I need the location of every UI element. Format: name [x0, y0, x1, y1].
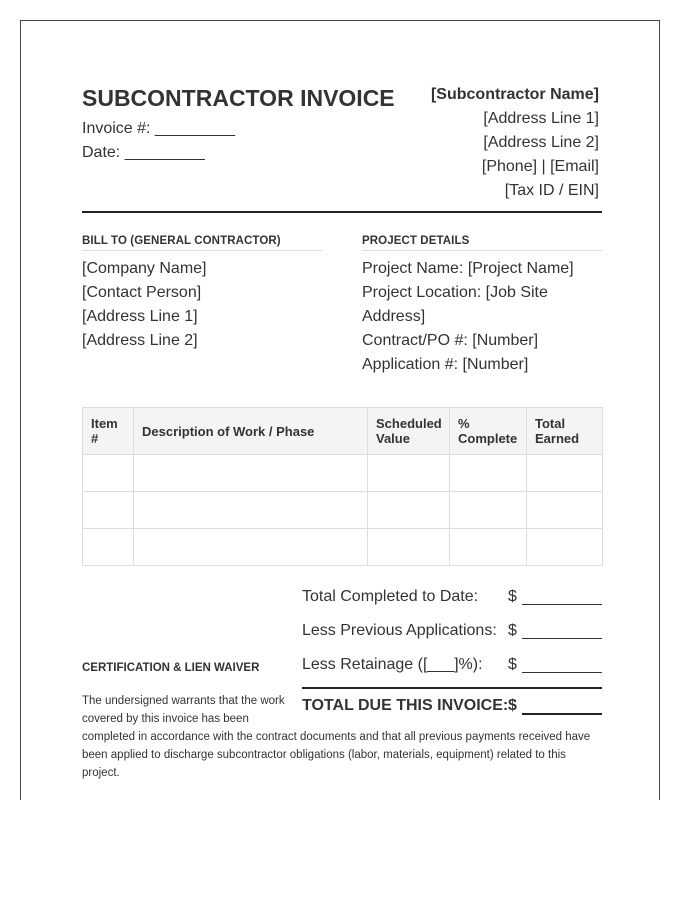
col-description-header: Description of Work / Phase	[134, 408, 368, 455]
table-row	[83, 492, 603, 529]
retainage-row	[302, 656, 602, 676]
bill-to-contact: [Contact Person]	[82, 284, 202, 301]
invoice-page	[20, 20, 660, 800]
retainage-blank[interactable]	[522, 656, 602, 673]
previous-applications-label: Less Previous Applications:	[302, 622, 497, 639]
subcontractor-contact: [Phone] | [Email]	[481, 158, 599, 175]
certification-text	[82, 692, 602, 782]
table-cell[interactable]	[450, 492, 527, 529]
table-cell[interactable]	[450, 529, 527, 566]
subcontractor-address-2: [Address Line 2]	[483, 134, 599, 151]
table-cell[interactable]	[368, 455, 450, 492]
project-contract: Contract/PO #: [Number]	[362, 332, 539, 349]
table-cell[interactable]	[527, 492, 603, 529]
table-cell[interactable]	[83, 529, 134, 566]
certification-heading: CERTIFICATION & LIEN WAIVER	[82, 662, 260, 674]
table-cell[interactable]	[83, 492, 134, 529]
col-percent-header-line-2: Complete	[458, 431, 518, 446]
col-earned-header-line-2: Earned	[535, 431, 580, 446]
total-completed-blank[interactable]	[522, 588, 602, 605]
table-row	[83, 529, 603, 566]
subcontractor-info	[431, 83, 599, 203]
col-percent-header-line-1: %	[458, 416, 470, 431]
header-divider	[82, 211, 602, 213]
bill-to-block	[82, 257, 322, 353]
previous-applications-row	[302, 622, 602, 642]
col-item-header	[83, 408, 134, 455]
bill-to-company: [Company Name]	[82, 260, 207, 277]
table-cell[interactable]	[134, 529, 368, 566]
col-earned-header-line-1: Total	[535, 416, 566, 431]
project-details-block	[362, 257, 602, 377]
bill-to-heading: BILL TO (GENERAL CONTRACTOR)	[82, 235, 322, 251]
col-scheduled-header-line-1: Scheduled	[376, 416, 442, 431]
table-cell[interactable]	[368, 492, 450, 529]
col-earned-header	[527, 408, 603, 455]
previous-applications-blank[interactable]	[522, 622, 602, 639]
project-details-heading: PROJECT DETAILS	[362, 235, 602, 251]
table-cell[interactable]	[368, 529, 450, 566]
total-completed-row	[302, 588, 602, 608]
table-row	[83, 455, 603, 492]
bill-to-address-1: [Address Line 1]	[82, 308, 198, 325]
bill-to-address-2: [Address Line 2]	[82, 332, 198, 349]
col-scheduled-header-line-2: Value	[376, 431, 410, 446]
subcontractor-address-1: [Address Line 1]	[483, 110, 599, 127]
project-location-1: Project Location: [Job Site	[362, 284, 548, 301]
project-location-2: Address]	[362, 308, 426, 325]
subcontractor-name: [Subcontractor Name]	[430, 86, 599, 103]
table-header-row	[83, 408, 603, 455]
invoice-title: SUBCONTRACTOR INVOICE	[82, 85, 395, 111]
total-due-currency: $	[508, 697, 517, 714]
retainage-label: Less Retainage ([___]%):	[302, 656, 483, 673]
project-name: Project Name: [Project Name]	[362, 260, 574, 277]
col-scheduled-header	[368, 408, 450, 455]
previous-applications-currency: $	[508, 622, 517, 639]
invoice-date-line: Date: _________	[82, 144, 205, 161]
col-item-header-line-2: #	[91, 431, 99, 446]
total-due-label: TOTAL DUE THIS INVOICE:	[302, 697, 509, 714]
col-percent-header	[450, 408, 527, 455]
col-item-header-line-1: Item	[91, 416, 118, 431]
work-items-table	[82, 407, 603, 566]
table-cell[interactable]	[83, 455, 134, 492]
total-completed-label: Total Completed to Date:	[302, 588, 479, 605]
subcontractor-tax-id: [Tax ID / EIN]	[504, 182, 599, 199]
certification-text-part-2: completed in accordance with the contract documents and that all previous payments received have been applied to discharge subcontractor obligations (labor, materials, equipment) related to this project.	[82, 731, 591, 779]
certification-text-part-1: The undersigned warrants that the work covered by this invoice has been	[82, 695, 285, 725]
table-cell[interactable]	[527, 455, 603, 492]
table-cell[interactable]	[134, 455, 368, 492]
totals-divider	[302, 687, 602, 689]
retainage-currency: $	[508, 656, 517, 673]
table-cell[interactable]	[134, 492, 368, 529]
table-cell[interactable]	[450, 455, 527, 492]
invoice-number-line: Invoice #: _________	[82, 120, 236, 137]
project-application: Application #: [Number]	[362, 356, 529, 373]
table-cell[interactable]	[527, 529, 603, 566]
total-completed-currency: $	[508, 588, 517, 605]
